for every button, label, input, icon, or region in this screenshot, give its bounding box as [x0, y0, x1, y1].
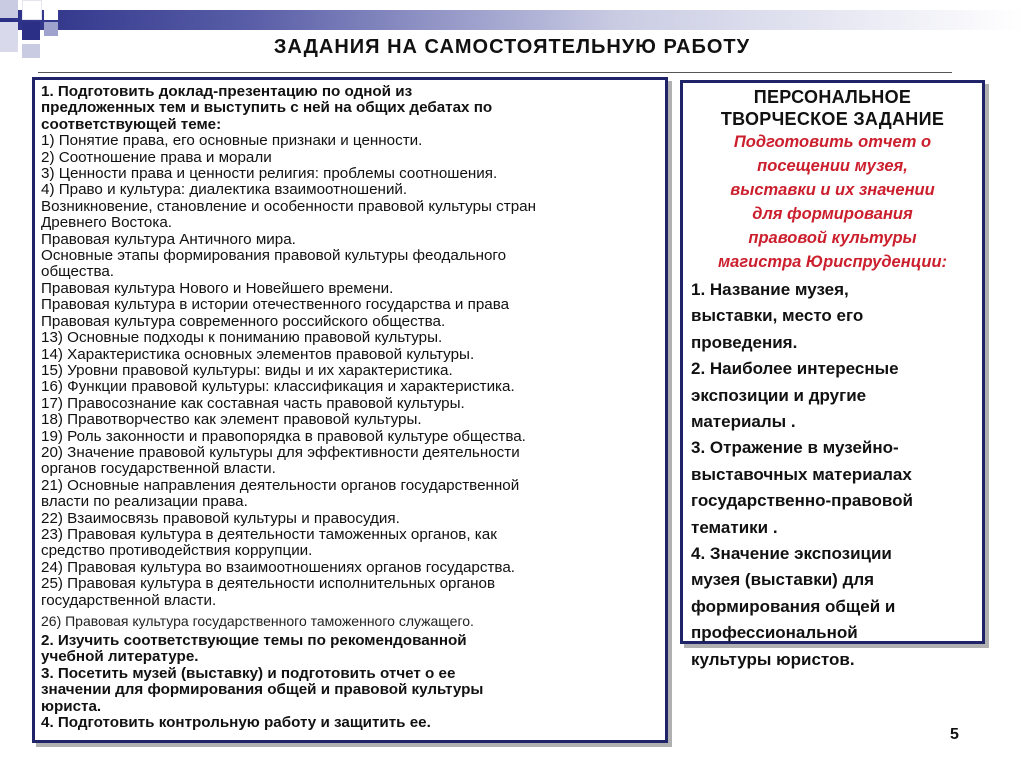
- task-line: 13) Основные подходы к пониманию правовой культуры.: [41, 329, 443, 347]
- task-line: 14) Характеристика основных элементов правовой культуры.: [41, 345, 475, 363]
- personal-task-heading: ПЕРСОНАЛЬНОЕ: [753, 87, 912, 107]
- decor-square: [44, 6, 58, 20]
- page-number: 5: [950, 726, 959, 743]
- task-line: предложенных тем и выступить с ней на общих дебатах по: [41, 99, 493, 117]
- report-item-line: тематики .: [691, 517, 778, 537]
- report-item-line: 1. Название музея,: [691, 280, 849, 299]
- personal-task-instruction: для формирования: [752, 205, 913, 223]
- task-line: 24) Правовая культура во взаимоотношениях органов государства.: [41, 558, 515, 576]
- task-line: общества.: [41, 263, 115, 281]
- task-line: средство противодействия коррупции.: [41, 542, 313, 560]
- task-line: Древнего Востока.: [41, 214, 172, 232]
- decor-square: [44, 22, 58, 36]
- task-line: государственной власти.: [41, 591, 217, 609]
- task-3-line: значении для формирования общей и правовой культуры: [41, 681, 484, 699]
- task-line: Правовая культура Нового и Новейшего времени.: [41, 279, 394, 297]
- report-items: [691, 278, 974, 672]
- task-line: 1) Понятие права, его основные признаки и ценности.: [41, 132, 423, 150]
- task-line: 23) Правовая культура в деятельности таможенных органов, как: [41, 525, 497, 543]
- task-line: Правовая культура современного российского общества.: [41, 312, 446, 330]
- title-divider: [38, 72, 952, 73]
- task-line: 17) Правосознание как составная часть правовой культуры.: [41, 394, 465, 412]
- task-line: 3) Ценности права и ценности религия: проблемы соотношения.: [41, 165, 498, 183]
- personal-task-instruction: магистра Юриспруденции:: [717, 253, 948, 271]
- report-item-line: формирования общей и: [691, 596, 896, 616]
- tasks-text: [41, 84, 659, 731]
- task-line: органов государственной власти.: [41, 460, 276, 478]
- personal-task-text: [691, 86, 974, 672]
- personal-task-panel: [680, 80, 985, 669]
- personal-task-instruction: посещении музея,: [757, 157, 908, 175]
- personal-task-heading: ТВОРЧЕСКОЕ ЗАДАНИЕ: [720, 109, 945, 129]
- report-item-line: выставочных материалах: [691, 464, 912, 484]
- task-line: 21) Основные направления деятельности органов государственной: [41, 476, 520, 494]
- task-3-line: юриста.: [41, 697, 102, 715]
- report-item-line: музея (выставки) для: [691, 570, 875, 590]
- task-line: 22) Взаимосвязь правовой культуры и правосудия.: [41, 509, 400, 527]
- task-line: 18) Правотворчество как элемент правовой культуры.: [41, 411, 422, 429]
- tasks-panel: [32, 77, 668, 743]
- task-line: 16) Функции правовой культуры: классификация и характеристика.: [41, 378, 515, 396]
- task-line: 1. Подготовить доклад-презентацию по одной из: [41, 83, 413, 100]
- report-item-line: 2. Наиболее интересные: [691, 359, 899, 379]
- task-line: 2) Соотношение права и морали: [41, 148, 272, 166]
- personal-task-instruction: правовой культуры: [748, 229, 917, 247]
- task-line: 4) Право и культура: диалектика взаимоотношений.: [41, 181, 408, 199]
- decor-square: [22, 0, 42, 20]
- personal-task-instruction: Подготовить отчет о: [733, 133, 932, 151]
- report-item-line: 3. Отражение в музейно-: [691, 438, 899, 458]
- task-line: Правовая культура Античного мира.: [41, 230, 296, 248]
- task-line: 19) Роль законности и правопорядка в правовой культуре общества.: [41, 427, 526, 445]
- task-line: 25) Правовая культура в деятельности исполнительных органов: [41, 575, 496, 593]
- task-line: 15) Уровни правовой культуры: виды и их характеристика.: [41, 361, 453, 379]
- report-item-line: материалы .: [691, 412, 796, 432]
- task-2-line: учебной литературе.: [41, 648, 199, 666]
- task-line: власти по реализации права.: [41, 493, 248, 511]
- task-line: 20) Значение правовой культуры для эффективности деятельности: [41, 443, 520, 461]
- task-2-line: 2. Изучить соответствующие темы по рекомендованной: [41, 632, 467, 649]
- report-item-line: культуры юристов.: [691, 649, 855, 669]
- task-4-line: 4. Подготовить контрольную работу и защитить ее.: [41, 714, 431, 732]
- personal-task-instruction: выставки и их значении: [730, 181, 935, 199]
- header-decoration-band: [0, 10, 1024, 30]
- task-line: Правовая культура в истории отечественного государства и права: [41, 296, 510, 314]
- slide-title: ЗАДАНИЯ НА САМОСТОЯТЕЛЬНУЮ РАБОТУ: [273, 36, 751, 58]
- tasks-list: [41, 84, 659, 609]
- report-item-line: экспозиции и другие: [691, 385, 867, 405]
- report-item-line: 4. Значение экспозиции: [691, 544, 892, 564]
- report-item-line: проведения.: [691, 332, 798, 352]
- task-line: соответствующей теме:: [41, 115, 222, 133]
- decor-square: [0, 0, 18, 18]
- report-item-line: государственно-правовой: [691, 491, 913, 511]
- task-line: Возникновение, становление и особенности правовой культуры стран: [41, 197, 536, 215]
- task-3-line: 3. Посетить музей (выставку) и подготовить отчет о ее: [41, 664, 456, 682]
- report-item-line: профессиональной: [691, 623, 858, 643]
- task-line-26: 26) Правовая культура государственного таможенного служащего.: [41, 613, 474, 629]
- report-item-line: выставки, место его: [691, 306, 864, 326]
- task-line: Основные этапы формирования правовой культуры феодального: [41, 247, 507, 265]
